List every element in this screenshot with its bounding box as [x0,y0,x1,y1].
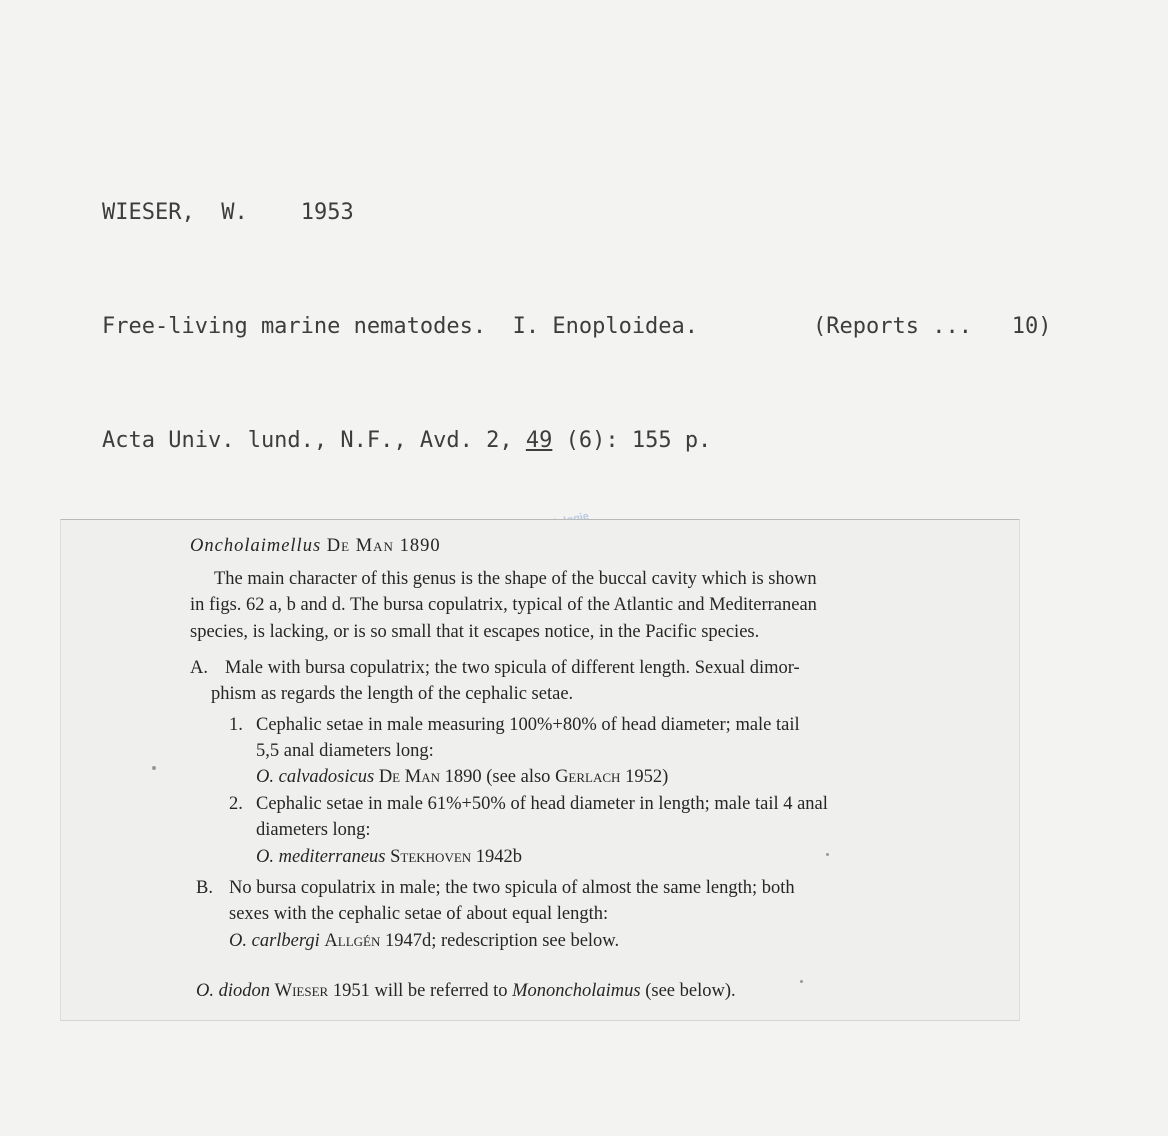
species-carlbergi: O. carlbergi Allgén 1947d; redescription see below. [229,931,620,951]
issue-pages: (6): 155 p. [565,428,712,453]
key-a-line-1: Male with bursa copulatrix; the two spicula of different length. Sexual dimor- [225,658,800,678]
diodon-note: O. diodon Wieser 1951 will be referred to Mononcholaimus (see below). [196,981,736,1001]
species-calvadosicus: O. calvadosicus De Man 1890 (see also Gerlach 1952) [256,767,669,787]
key-b-line-2: sexes with the cephalic setae of about equal length: [229,904,609,924]
publication-title: Free-living marine nematodes. [102,314,487,339]
journal-volume: 49 [525,428,553,453]
citation-line-3 [102,422,711,460]
key-b-label: B. [196,878,213,898]
intro-line-1: The main character of this genus is the shape of the buccal cavity which is shown [214,569,817,589]
key-a2-line-1: Cephalic setae in male 61%+50% of head diameter in length; male tail 4 anal [256,794,828,814]
key-b-line-1: No bursa copulatrix in male; the two spicula of almost the same length; both [229,878,795,898]
series-reference: (Reports ... 10) [813,314,1052,339]
publication-year: 1953 [300,200,354,225]
intro-line-3: species, is lacking, or is so small that it escapes notice, in the Pacific species. [190,622,760,642]
key-a-label: A. [190,658,208,678]
paper-speck [800,980,803,983]
author-surname: WIESER, [102,200,195,225]
key-a1-line-2: 5,5 anal diameters long: [256,741,434,761]
genus-author: De Man [326,536,394,556]
genus-heading [190,536,441,557]
key-a2-number: 2. [229,794,243,814]
card-header [102,118,1052,498]
key-a1-number: 1. [229,715,243,735]
journal-name: Acta Univ. lund., N.F., Avd. 2, [102,428,513,453]
genus-name: Oncholaimellus [190,536,322,556]
paper-speck [152,766,156,770]
genus-year: 1890 [399,536,441,556]
publication-part: I. Enoploidea. [512,314,699,339]
author-initial: W. [221,200,248,225]
series-number: 10) [1011,314,1052,339]
citation-line-1 [102,194,711,232]
key-a-line-2: phism as regards the length of the cephalic setae. [211,684,574,704]
species-mediterraneus: O. mediterraneus Stekhoven 1942b [256,847,523,867]
paper-speck [826,853,829,856]
key-a2-line-2: diameters long: [256,820,371,840]
intro-line-2: in figs. 62 a, b and d. The bursa copulatrix, typical of the Atlantic and Mediterranean [190,595,817,615]
key-a1-line-1: Cephalic setae in male measuring 100%+80% of head diameter; male tail [256,715,800,735]
citation-line-2 [102,308,1052,346]
